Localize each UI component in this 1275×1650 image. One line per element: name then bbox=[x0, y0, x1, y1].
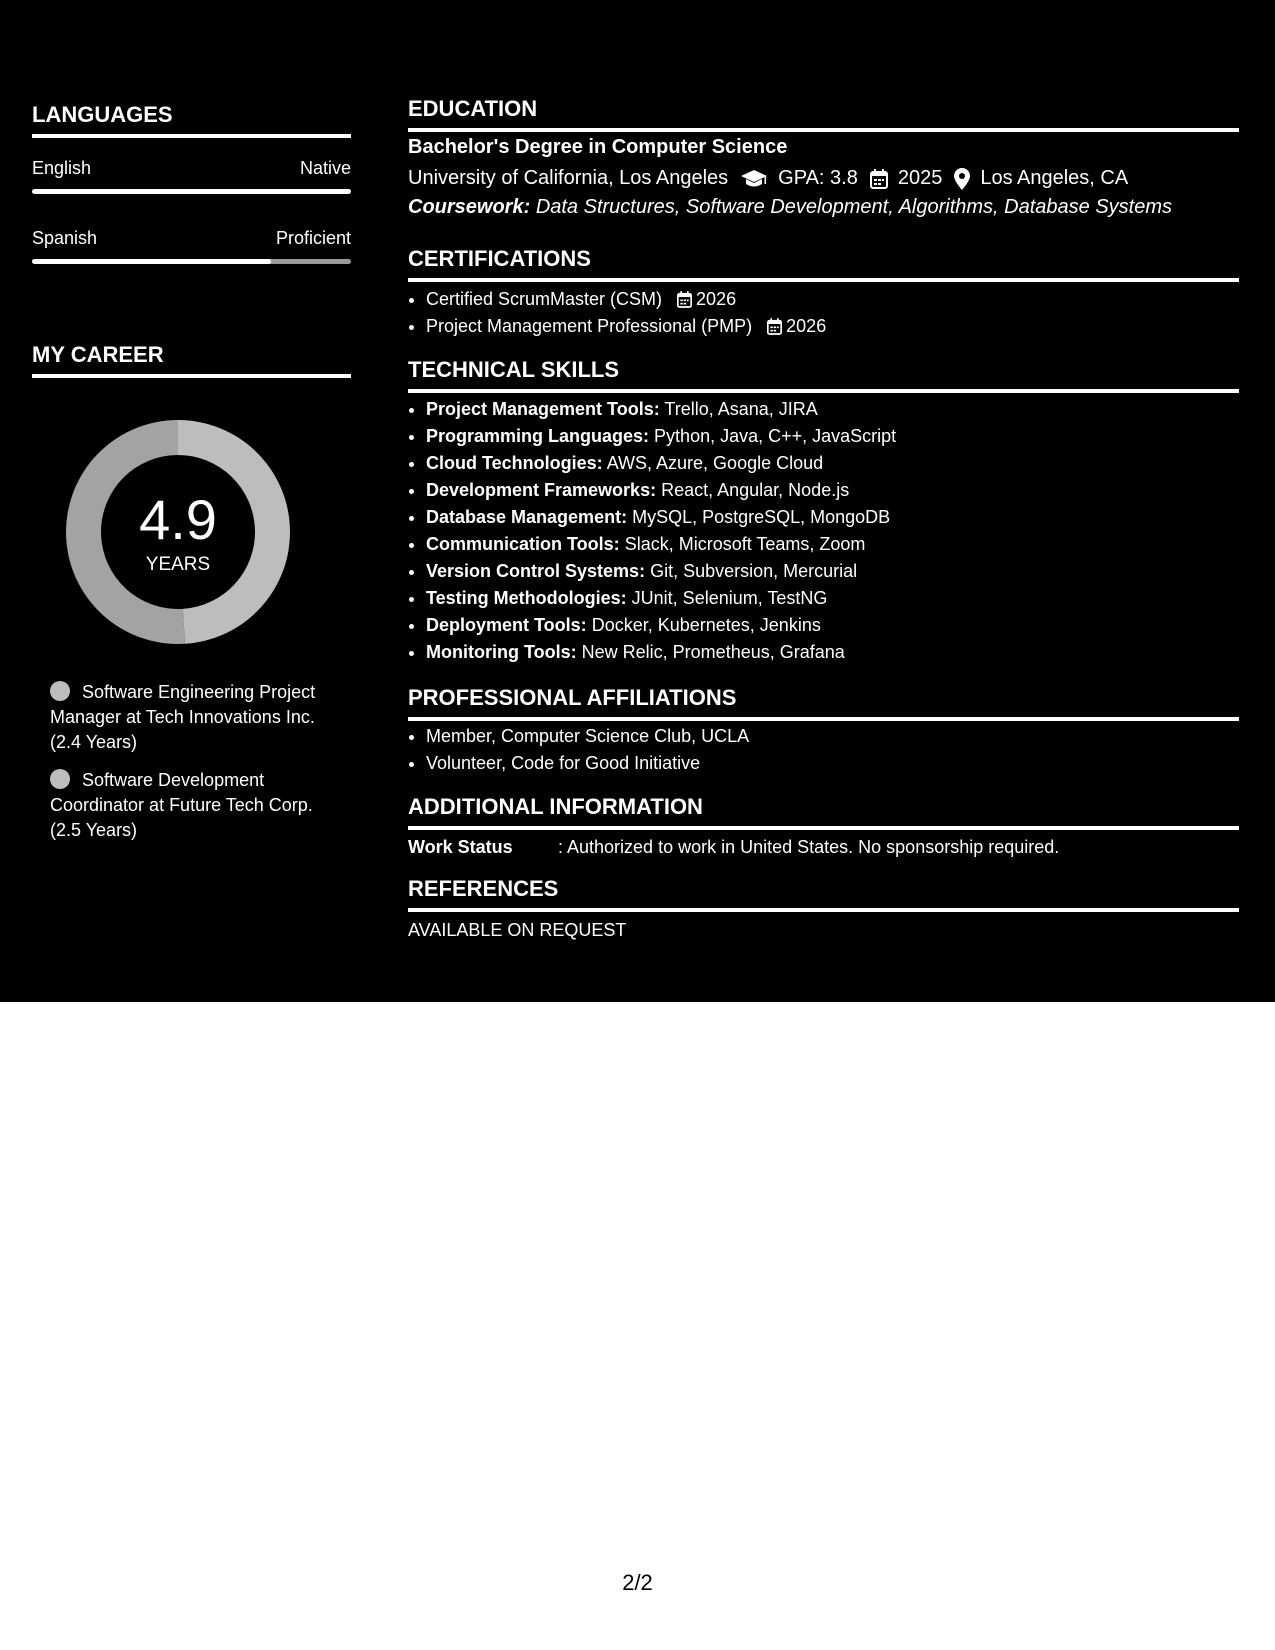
certification-year: 2026 bbox=[786, 316, 827, 336]
list-item: • Member, Computer Science Club, UCLA bbox=[426, 723, 1239, 750]
bullet-dot-icon bbox=[50, 681, 70, 701]
language-level: Native bbox=[299, 158, 351, 178]
graduation-year: 2025 bbox=[897, 167, 943, 189]
career-total-unit: YEARS bbox=[145, 554, 211, 575]
work-status-label: Work Status bbox=[408, 837, 513, 857]
degree-title: Bachelor's Degree in Computer Science bbox=[408, 136, 788, 158]
career-heading: MY CAREER bbox=[32, 342, 351, 378]
list-item bbox=[426, 423, 1239, 450]
language-name: English bbox=[32, 158, 92, 178]
language-name: Spanish bbox=[32, 228, 98, 248]
additional-info-heading: ADDITIONAL INFORMATION bbox=[408, 794, 1239, 830]
education-entry bbox=[408, 136, 1239, 219]
language-proficiency-bar bbox=[32, 189, 351, 194]
skills-list bbox=[408, 396, 1239, 666]
skill-label: Project Management Tools: bbox=[426, 399, 660, 419]
list-item: • Volunteer, Code for Good Initiative bbox=[426, 750, 1239, 777]
affiliations-heading: PROFESSIONAL AFFILIATIONS bbox=[408, 685, 1239, 721]
calendar-icon bbox=[767, 318, 782, 335]
skill-value: JUnit, Selenium, TestNG bbox=[631, 588, 828, 608]
career-total-value: 4.9 bbox=[139, 488, 217, 551]
coursework-list: Data Structures, Software Development, Algorithms, Database Systems bbox=[535, 196, 1173, 218]
list-item bbox=[426, 558, 1239, 585]
list-item bbox=[426, 313, 1239, 340]
work-status-value: : Authorized to work in United States. No sponsorship required. bbox=[558, 837, 1060, 857]
skills-heading: TECHNICAL SKILLS bbox=[408, 357, 1239, 393]
skill-value: Python, Java, C++, JavaScript bbox=[654, 426, 897, 446]
certifications-list bbox=[408, 286, 1239, 340]
skill-label: Deployment Tools: bbox=[426, 615, 587, 635]
language-item-spanish bbox=[32, 228, 351, 264]
certification-year: 2026 bbox=[696, 289, 737, 309]
list-item bbox=[426, 477, 1239, 504]
list-item bbox=[426, 286, 1239, 313]
skill-label: Programming Languages: bbox=[426, 426, 650, 446]
location-pin-icon bbox=[954, 168, 970, 190]
career-entry bbox=[50, 768, 340, 843]
skill-label: Communication Tools: bbox=[426, 534, 620, 554]
languages-heading: LANGUAGES bbox=[32, 102, 351, 138]
references-text: AVAILABLE ON REQUEST bbox=[408, 920, 627, 940]
skill-value: Git, Subversion, Mercurial bbox=[650, 561, 858, 581]
language-item-english bbox=[32, 158, 351, 194]
bullet-dot-icon bbox=[50, 769, 70, 789]
list-item bbox=[426, 504, 1239, 531]
school-location: Los Angeles, CA bbox=[980, 167, 1129, 189]
skill-label: Testing Methodologies: bbox=[426, 588, 627, 608]
references-heading: REFERENCES bbox=[408, 876, 1239, 912]
list-item bbox=[426, 585, 1239, 612]
gpa: GPA: 3.8 bbox=[778, 167, 858, 189]
skill-label: Database Management: bbox=[426, 507, 628, 527]
career-entry-text: Software Development Coordinator at Future Tech Corp. (2.5 Years) bbox=[50, 770, 313, 840]
skill-label: Version Control Systems: bbox=[426, 561, 646, 581]
skill-value: React, Angular, Node.js bbox=[661, 480, 850, 500]
page-number: 2/2 bbox=[622, 1570, 653, 1595]
skill-value: AWS, Azure, Google Cloud bbox=[606, 453, 824, 473]
language-proficiency-bar bbox=[32, 259, 351, 264]
skill-value: MySQL, PostgreSQL, MongoDB bbox=[632, 507, 891, 527]
list-item bbox=[426, 450, 1239, 477]
graduation-cap-icon bbox=[740, 169, 768, 189]
calendar-icon bbox=[677, 291, 692, 308]
skill-value: New Relic, Prometheus, Grafana bbox=[581, 642, 845, 662]
affiliations-list bbox=[408, 723, 1239, 777]
language-level: Proficient bbox=[275, 228, 351, 248]
school-name: University of California, Los Angeles bbox=[408, 167, 729, 189]
coursework bbox=[408, 196, 1239, 219]
skill-label: Cloud Technologies: bbox=[426, 453, 603, 473]
language-proficiency-fill bbox=[32, 189, 351, 194]
skill-value: Trello, Asana, JIRA bbox=[664, 399, 818, 419]
education-heading: EDUCATION bbox=[408, 96, 1239, 132]
list-item bbox=[426, 639, 1239, 666]
career-donut-chart bbox=[66, 420, 290, 644]
certification-name: Project Management Professional (PMP) bbox=[426, 316, 753, 336]
certification-name: Certified ScrumMaster (CSM) bbox=[426, 289, 663, 309]
list-item bbox=[426, 612, 1239, 639]
education-details bbox=[408, 167, 1239, 190]
language-proficiency-fill bbox=[32, 259, 271, 264]
calendar-icon bbox=[870, 169, 888, 189]
career-donut-label bbox=[66, 420, 290, 644]
list-item bbox=[426, 531, 1239, 558]
career-entry-text: Software Engineering Project Manager at Tech Innovations Inc. (2.4 Years) bbox=[50, 682, 316, 752]
career-entry bbox=[50, 680, 340, 755]
skill-value: Slack, Microsoft Teams, Zoom bbox=[624, 534, 866, 554]
certifications-heading: CERTIFICATIONS bbox=[408, 246, 1239, 282]
skill-label: Monitoring Tools: bbox=[426, 642, 577, 662]
skill-value: Docker, Kubernetes, Jenkins bbox=[591, 615, 821, 635]
list-item bbox=[426, 396, 1239, 423]
coursework-label: Coursework: bbox=[408, 196, 531, 218]
skill-label: Development Frameworks: bbox=[426, 480, 657, 500]
work-status-row bbox=[408, 837, 1239, 858]
